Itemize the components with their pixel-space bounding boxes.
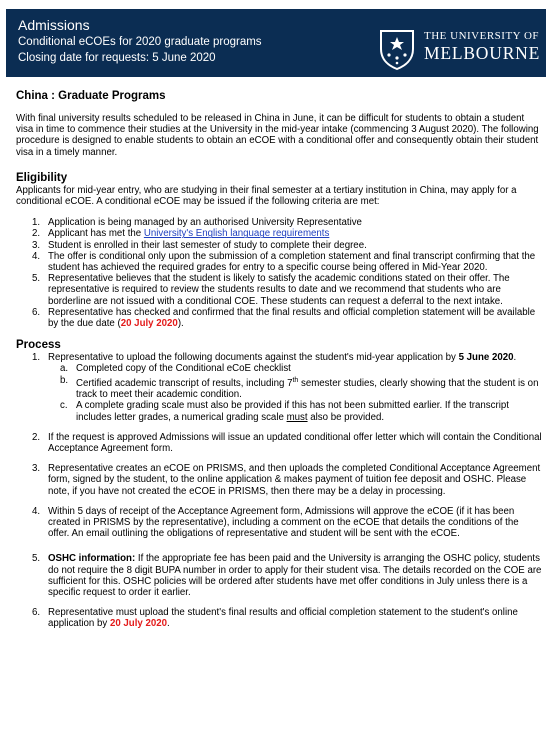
list-item xyxy=(16,553,542,598)
page-title: China : Graduate Programs xyxy=(16,90,166,102)
sub-item-letter: a. xyxy=(60,363,69,375)
item-number: 2. xyxy=(32,431,41,443)
list-item xyxy=(16,506,542,540)
list-item xyxy=(16,432,542,454)
due-date: 20 July 2020 xyxy=(120,318,178,330)
wordmark-line-1: THE UNIVERSITY OF xyxy=(424,30,540,42)
eligibility-intro: Applicants for mid-year entry, who are studying in their final semester at a tertiary institution in China, may apply for a conditional eCOE. A conditional eCOE may be issued if the following criteria are met: xyxy=(16,184,517,208)
sub-item-text-end: semester studies, clearly showing that the student is on track to meet their academic condition. xyxy=(76,377,539,401)
item-text-end: ). xyxy=(177,318,184,330)
sub-list-item xyxy=(16,400,542,422)
item-text-end: . xyxy=(167,618,170,630)
oshc-label: OSHC information: xyxy=(48,553,136,565)
list-item xyxy=(16,463,542,497)
item-text-end: . xyxy=(513,352,517,364)
item-text: Within 5 days of receipt of the Acceptance Agreement form, Admissions will approve the eCOE (if it has been created in PRISMS by the representative), including a comment on the eCOE that details the conditions of the offer. An email outlining the obligations of representative and student will be sent with the eCOE. xyxy=(48,505,519,540)
item-number: 6. xyxy=(32,306,41,318)
banner-text xyxy=(18,17,262,66)
list-item xyxy=(16,251,542,273)
item-text: Representative must upload the student's final results and official completion statement to the student's online application by xyxy=(48,607,518,630)
sub-item-text: A complete grading scale must also be provided if this has not been submitted earlier. If the transcript includes letter grades, a numerical grading scale xyxy=(76,400,509,423)
ordinal-suffix: th xyxy=(292,376,299,384)
item-number: 3. xyxy=(32,463,41,475)
intro-paragraph: With final university results scheduled to be released in China in June, it can be difficult for students to obtain a student visa in time to commence their studies at the University in the mid-year intake (commencing 3 August 2020). The following procedure is designed to enable students to obtain an eCOE with a conditional offer and consequently obtain their student visa in a timely manner. xyxy=(16,113,539,158)
process-heading: Process xyxy=(16,339,61,352)
wordmark-line-2: MELBOURNE xyxy=(424,43,541,63)
item-text: If the request is approved Admissions will issue an updated conditional offer letter which will contain the Conditional Acceptance Agreement form. xyxy=(48,431,542,454)
item-text: Student is enrolled in their last semester of study to complete their degree. xyxy=(48,239,367,251)
sub-list-item xyxy=(16,363,542,374)
emphasis-must: must xyxy=(286,411,308,423)
sub-item-letter: b. xyxy=(60,374,69,386)
english-requirements-link[interactable]: University's English language requirements xyxy=(143,228,330,240)
process-list xyxy=(16,352,542,629)
list-item xyxy=(16,228,542,239)
list-item xyxy=(16,240,542,251)
sub-item-text-end: also be provided. xyxy=(307,411,385,423)
banner-line-1: Conditional eCOEs for 2020 graduate programs xyxy=(18,36,262,48)
item-text: Representative believes that the student is likely to satisfy the academic conditions stated on their offer. The representative is required to review the students results to date and we recommend that students who are borderline are not issued with a conditional COE. These students can request a deferral to the next intake. xyxy=(48,273,510,307)
list-item xyxy=(16,607,542,629)
item-text: If the appropriate fee has been paid and the University is arranging the OSHC policy, students do not require the 8 digit BUPA number in order to apply for their student visa. The details recorded on the COE are sufficient for this. OSHC policies will be ordered after students have met offer conditions in July unless there is a specific request to order it earlier. xyxy=(48,553,542,598)
banner-heading: Admissions xyxy=(18,17,90,33)
item-number: 4. xyxy=(32,250,41,262)
deadline-date: 5 June 2020 xyxy=(458,352,514,364)
sub-item-letter: c. xyxy=(60,400,68,412)
list-item xyxy=(16,352,542,363)
list-item xyxy=(16,307,542,329)
item-text: Applicant has met the xyxy=(48,228,144,240)
university-crest-icon xyxy=(377,27,417,71)
item-text: Application is being managed by an authorised University Representative xyxy=(48,217,362,229)
header-banner xyxy=(6,9,546,77)
sub-item-text: Completed copy of the Conditional eCoE checklist xyxy=(76,363,291,375)
item-text: Representative to upload the following documents against the student's mid-year application by xyxy=(48,352,459,364)
sub-list-item xyxy=(16,375,542,401)
item-number: 5. xyxy=(32,273,41,285)
eligibility-heading: Eligibility xyxy=(16,171,68,184)
eligibility-list xyxy=(16,217,542,329)
item-text: Representative creates an eCOE on PRISMS, and then uploads the completed Conditional Acceptance Agreement form, signed by the student, to the online application & makes payment of tuition fee deposit and OSHC. Please note, if you have not created the eCOE in PRISMS, then there may be a delay in processing. xyxy=(48,463,541,497)
item-text: Representative has checked and confirmed that the final results and official completion statement will be available by the due date ( xyxy=(48,306,536,330)
list-item xyxy=(16,273,542,307)
banner-line-2: Closing date for requests: 5 June 2020 xyxy=(18,52,216,64)
university-wordmark xyxy=(424,30,540,63)
item-number: 5. xyxy=(32,553,41,565)
item-number: 6. xyxy=(32,607,41,619)
document-body xyxy=(16,90,542,630)
list-item xyxy=(16,217,542,228)
item-text: The offer is conditional only upon the submission of a completion statement and final transcript confirming that the student has achieved the required grades for entry to a specific course being offered in Mid-Year 2020. xyxy=(48,250,536,274)
item-number: 2. xyxy=(32,228,41,240)
item-number: 1. xyxy=(32,352,41,364)
sub-item-text: Certified academic transcript of results, including 7 xyxy=(76,377,293,389)
due-date: 20 July 2020 xyxy=(109,618,168,630)
item-number: 4. xyxy=(32,505,41,517)
item-number: 1. xyxy=(32,217,41,229)
item-number: 3. xyxy=(32,239,41,251)
